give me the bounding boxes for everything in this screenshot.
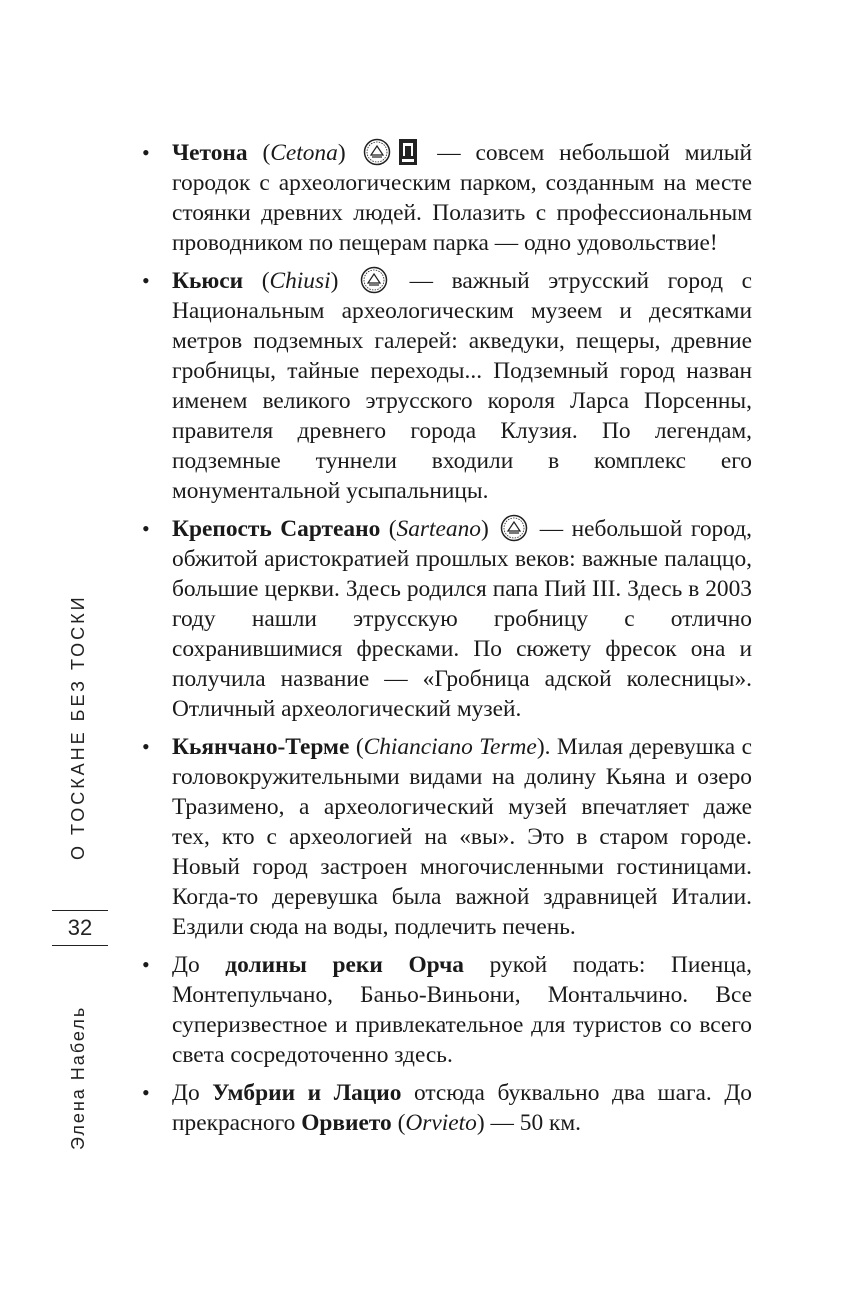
list-item-orcia: [140, 950, 752, 1070]
description: — небольшой город, обжитой аристократией прошлых веков: важные палаццо, большие церкви. Здесь родился папа Пий III. Здесь в 2003 году нашли этрусскую гробницу с отлично сохранившимися фресками. По сюжету фресок она и получила название — «Гробница адской колесницы». Отличный археологический музей.: [172, 516, 753, 722]
bullet: •: [142, 1080, 150, 1105]
paren-close: ): [330, 268, 339, 294]
prefix: До: [172, 1080, 213, 1106]
list-item-chiusi: [140, 266, 752, 506]
description: — совсем небольшой милый городок с археологическим парком, созданным на месте стоянки древних людей. Полазить с профессиональным проводником по пещерам парка — одно удовольствие!: [172, 140, 752, 256]
page-number: 32: [52, 910, 108, 946]
paren-open: (: [380, 516, 397, 542]
list-item-chianciano: [140, 732, 752, 942]
place-name: Четона: [172, 140, 248, 166]
bullet: •: [142, 268, 150, 293]
latin-name: Chianciano Terme: [363, 734, 537, 760]
place-name: долины реки Орча: [225, 952, 464, 978]
middle-text: отсюда буквально два шага. До прекрасного: [172, 1080, 752, 1136]
description: — важный этрусский город с Национальным археологическим музеем и десятками метров подземных галерей: акведуки, пещеры, древние гробницы, тайные переходы... Подземный город назван именем великого этрусского короля Ларса Порсенны, правителя древнего города Клузия. По легендам, подземные туннели входили в комплекс его монументальной усыпальницы.: [172, 268, 752, 504]
place-name-orvieto: Орвието: [301, 1110, 392, 1136]
running-head-book-title: О ТОСКАНЕ БЕЗ ТОСКИ: [68, 594, 88, 860]
bullet: •: [142, 516, 150, 541]
paren-close: ): [476, 1110, 485, 1136]
list-item-sarteano: [140, 514, 752, 724]
running-head-author: Элена Набель: [68, 1005, 88, 1150]
description: . Милая деревушка с головокружительными видами на долину Кьяна и озеро Тразимено, а археологический музей впечатляет даже тех, кто с археологией на «вы». Это в старом городе. Новый город застроен многочисленными гостиницами. Когда-то деревушка была важной здравницей Италии. Ездили сюда на воды, подлечить печень.: [172, 734, 753, 940]
prefix: До: [172, 952, 226, 978]
latin-name: Sarteano: [396, 516, 481, 542]
museum-coin-icon: [500, 514, 528, 542]
latin-name: Cetona: [270, 140, 338, 166]
place-name: Умбрии и Лацио: [212, 1080, 402, 1106]
paren-close: ): [337, 140, 346, 166]
place-name: Кьюси: [172, 268, 244, 294]
place-name: Кьянчано-Терме: [172, 734, 350, 760]
paren-open: (: [391, 1110, 406, 1136]
places-list: [140, 138, 752, 1146]
bullet: •: [142, 140, 150, 165]
latin-name: Chiusi: [269, 268, 331, 294]
museum-coin-icon: [363, 138, 391, 166]
list-item-umbria: [140, 1078, 752, 1138]
museum-coin-icon: [360, 266, 388, 294]
description: рукой подать: Пиенца, Монтепульчано, Баньо-Виньони, Монтальчино. Все суперизвестное и привлекательное для туристов со всего света сосредоточенно здесь.: [172, 952, 753, 1068]
bullet: •: [142, 734, 150, 759]
list-item-cetona: [140, 138, 752, 258]
latin-name: Orvieto: [405, 1110, 477, 1136]
place-name: Крепость Сартеано: [172, 516, 381, 542]
tower-icon: [397, 138, 419, 166]
paren-open: (: [247, 140, 271, 166]
paren-close: ): [536, 734, 545, 760]
paren-close: ): [481, 516, 489, 542]
paren-open: (: [243, 268, 270, 294]
bullet: •: [142, 952, 150, 977]
paren-open: (: [349, 734, 364, 760]
description: — 50 км.: [484, 1110, 581, 1136]
